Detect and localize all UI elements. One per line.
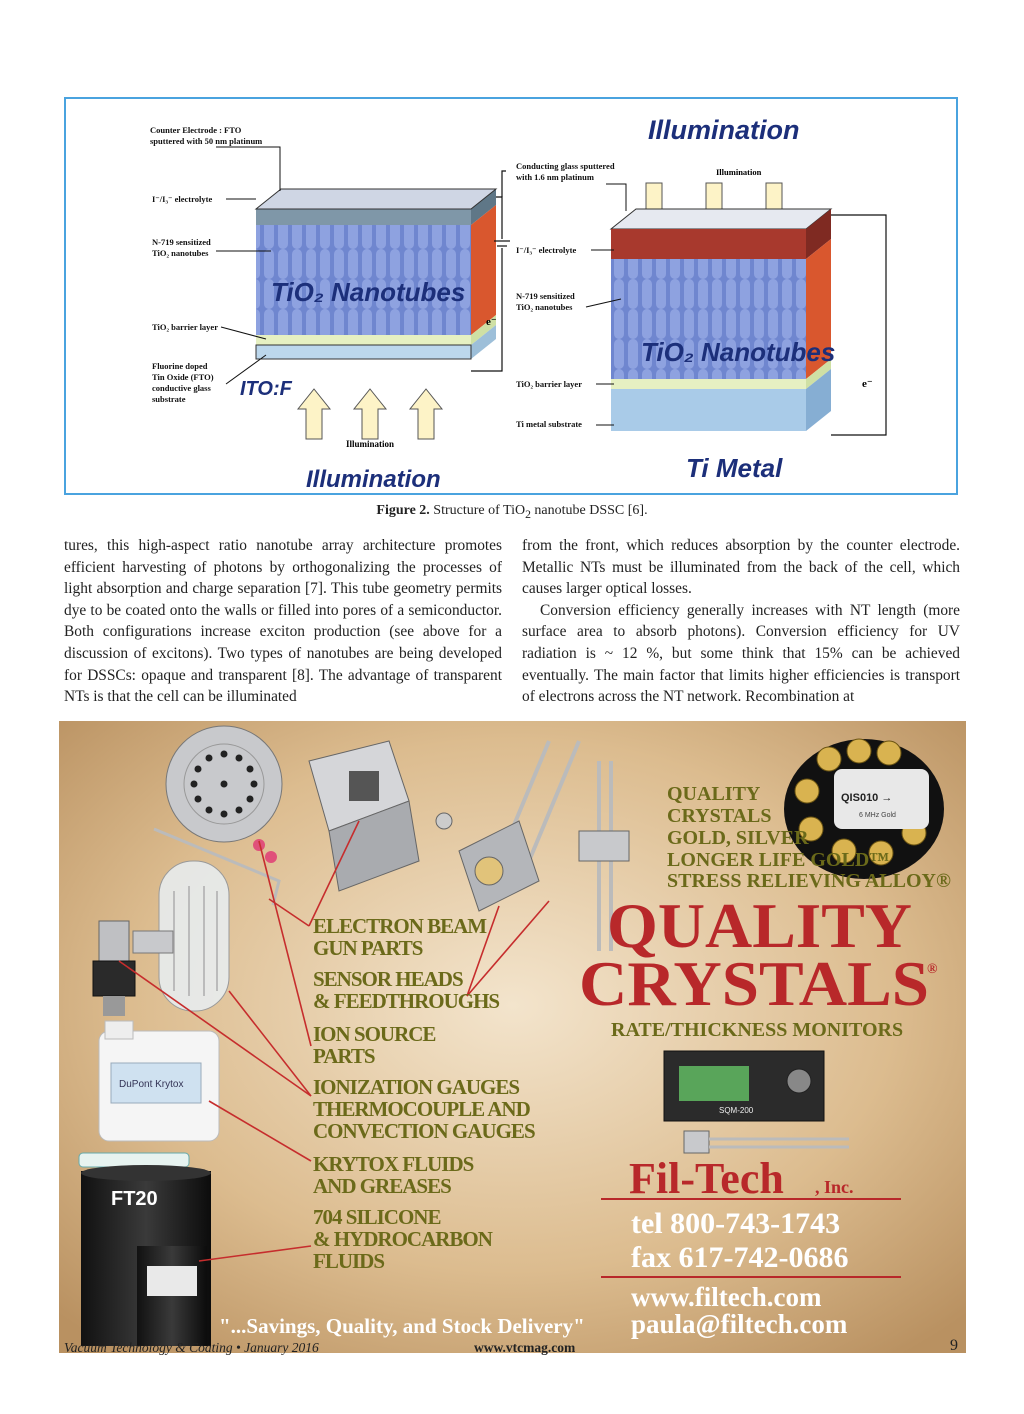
left-top-glass (256, 189, 496, 209)
right-cell (502, 115, 886, 483)
fto-label-4: substrate (152, 394, 186, 404)
illumination-left: Illumination (306, 466, 441, 493)
brand-logo (579, 890, 938, 1019)
left-illumination-arrows (298, 389, 442, 439)
slogan: "...Savings, Quality, and Stock Delivery" (219, 1314, 585, 1338)
e-left: e⁻ (486, 316, 497, 328)
crystal-line-1: QUALITY (667, 783, 761, 805)
col2-paragraph-1: from the front, which reduces absorption by the counter electrode. Metallic NTs must be illuminated from the back of the cell, which causes larger optical losses. (522, 537, 960, 598)
device-label: SQM-200 (719, 1106, 754, 1115)
ti-metal-substrate (611, 389, 806, 431)
text-column-1 (64, 535, 502, 708)
crystal-label: QIS010 → (841, 792, 893, 804)
page-number: 9 (950, 1337, 958, 1354)
dssc-diagram (66, 99, 956, 493)
list-sensor-1: SENSOR HEADS (313, 967, 463, 991)
ito-label: ITO:F (240, 378, 292, 400)
tel[interactable]: tel 800-743-1743 (631, 1207, 841, 1240)
crystal-line-3: GOLD, SILVER (667, 827, 809, 849)
company-name: Fil-Tech (629, 1154, 784, 1203)
list-ebeam-2: GUN PARTS (313, 936, 423, 960)
small-illum-left: Illumination (346, 439, 395, 449)
ti-substrate-label: Ti metal substrate (516, 419, 582, 429)
caption-text-2: nanotube DSSC [6]. (530, 503, 648, 518)
ad-artwork (59, 721, 966, 1353)
crystal-line-5: STRESS RELIEVING ALLOY® (667, 870, 951, 892)
list-ionization-3: CONVECTION GAUGES (313, 1119, 535, 1143)
right-top-glass (611, 209, 831, 229)
crystal-line-4: LONGER LIFE GOLD™ (667, 849, 890, 871)
rate-thickness: RATE/THICKNESS MONITORS (611, 1019, 904, 1041)
right-electrolyte (611, 229, 806, 259)
barrier-right-label: TiO₂ barrier layer (516, 379, 582, 389)
ion-source-plate (166, 726, 282, 842)
list-silicone-3: FLUIDS (313, 1249, 385, 1273)
list-krytox-1: KRYTOX FLUIDS (313, 1152, 474, 1176)
counter-electrode-label: Counter Electrode : FTO (150, 125, 242, 135)
krytox-bottle (99, 1021, 219, 1141)
caption-text: Structure of TiO (429, 503, 526, 518)
grease-tube (79, 1153, 189, 1167)
n719-right-label-2: TiO₂ nanotubes (516, 302, 573, 312)
list-ionization-2: THERMOCOUPLE AND (313, 1097, 530, 1121)
text-column-2 (522, 535, 960, 708)
n719-left-label-2: TiO₂ nanotubes (152, 248, 209, 258)
col2-paragraph-2: Conversion efficiency generally increases with NT length (more surface area to absorb photons). Conversion efficiency for UV radiation is ~ 12 %, but some think that 15% can be achieved eventually. The main factor that limits higher efficiencies is transport of electrons across the NT network. Recombination at (522, 601, 960, 706)
list-ionization-1: IONIZATION GAUGES (313, 1075, 520, 1099)
drum-label: FT20 (111, 1188, 158, 1210)
filtech-advertisement (59, 721, 966, 1353)
footer-url[interactable]: www.vtcmag.com (474, 1340, 576, 1355)
small-illum-right: Illumination (716, 167, 762, 177)
left-fto-glass (256, 345, 471, 359)
electrolyte-left-label: I⁻/I₃⁻ electrolyte (152, 194, 213, 204)
list-ion-2: PARTS (313, 1044, 375, 1068)
tio2-label-right: TiO₂ Nanotubes (641, 337, 836, 367)
col1-paragraph: tures, this high-aspect ratio nanotube array architecture promotes efficient harvesting of photons by orthogonalizing the processes of light absorption and charge separation [7]. This tube geometry permits dye to be coated onto the walls or filled into pores of a semiconductor. Both configurations increase exciton production (see above for a discussion of excitons). Two types of nanotubes are being developed for DSSCs: opaque and transparent [8]. The advantage of transparent NTs is that the cell can be illuminated (64, 537, 502, 706)
email-link[interactable]: paula@filtech.com (631, 1309, 848, 1339)
list-silicone-2: & HYDROCARBON (313, 1227, 492, 1251)
pink-oring-2 (265, 851, 277, 863)
conducting-glass-label-2: with 1.6 nm platinum (516, 172, 594, 182)
figure-caption (0, 503, 1024, 521)
right-barrier-layer (611, 379, 806, 389)
left-cell (150, 125, 510, 493)
list-ion-1: ION SOURCE (313, 1022, 436, 1046)
illumination-right: Illumination (648, 115, 800, 145)
barrier-left-label: TiO₂ barrier layer (152, 322, 218, 332)
list-krytox-2: AND GREASES (313, 1174, 451, 1198)
list-sensor-2: & FEEDTHROUGHS (313, 989, 500, 1013)
n719-left-label: N-719 sensitized (152, 237, 211, 247)
e-right: e⁻ (862, 378, 873, 390)
crystal-sub: 6 MHz Gold (859, 812, 896, 819)
fto-label-1: Fluorine doped (152, 361, 208, 371)
n719-right-label: N-719 sensitized (516, 291, 575, 301)
caption-label: Figure 2. (376, 503, 430, 518)
brand-registered: ® (927, 962, 938, 977)
fto-label-2: Tin Oxide (FTO) (152, 372, 214, 382)
bottle-label: DuPont Krytox (119, 1079, 184, 1090)
left-barrier-layer (256, 335, 471, 345)
list-silicone-1: 704 SILICONE (313, 1205, 441, 1229)
list-ebeam-1: ELECTRON BEAM (313, 914, 487, 938)
pink-oring-1 (253, 839, 265, 851)
fax: fax 617-742-0686 (631, 1241, 849, 1274)
caption-sub: 2 (525, 507, 531, 521)
conducting-glass-label: Conducting glass sputtered (516, 161, 615, 171)
fto-label-3: conductive glass (152, 383, 211, 393)
brand-crystals: CRYSTALS (579, 948, 929, 1019)
sqm-200-monitor (664, 1051, 849, 1153)
small-drum (137, 1246, 207, 1346)
footer-publication: Vacuum Technology & Coating • January 2016 (64, 1340, 319, 1355)
crystal-line-2: CRYSTALS (667, 805, 772, 827)
website-link[interactable]: www.filtech.com (631, 1282, 822, 1312)
electrolyte-right-label: I⁻/I₃⁻ electrolyte (516, 245, 577, 255)
left-counter-electrode (256, 209, 471, 225)
company-suffix: , Inc. (815, 1177, 854, 1197)
ti-metal-label: Ti Metal (686, 453, 783, 483)
tio2-label-left: TiO₂ Nanotubes (271, 277, 466, 307)
counter-electrode-label-2: sputtered with 50 nm platinum (150, 136, 263, 146)
brand-quality: QUALITY (607, 890, 912, 961)
figure-2 (64, 97, 958, 495)
